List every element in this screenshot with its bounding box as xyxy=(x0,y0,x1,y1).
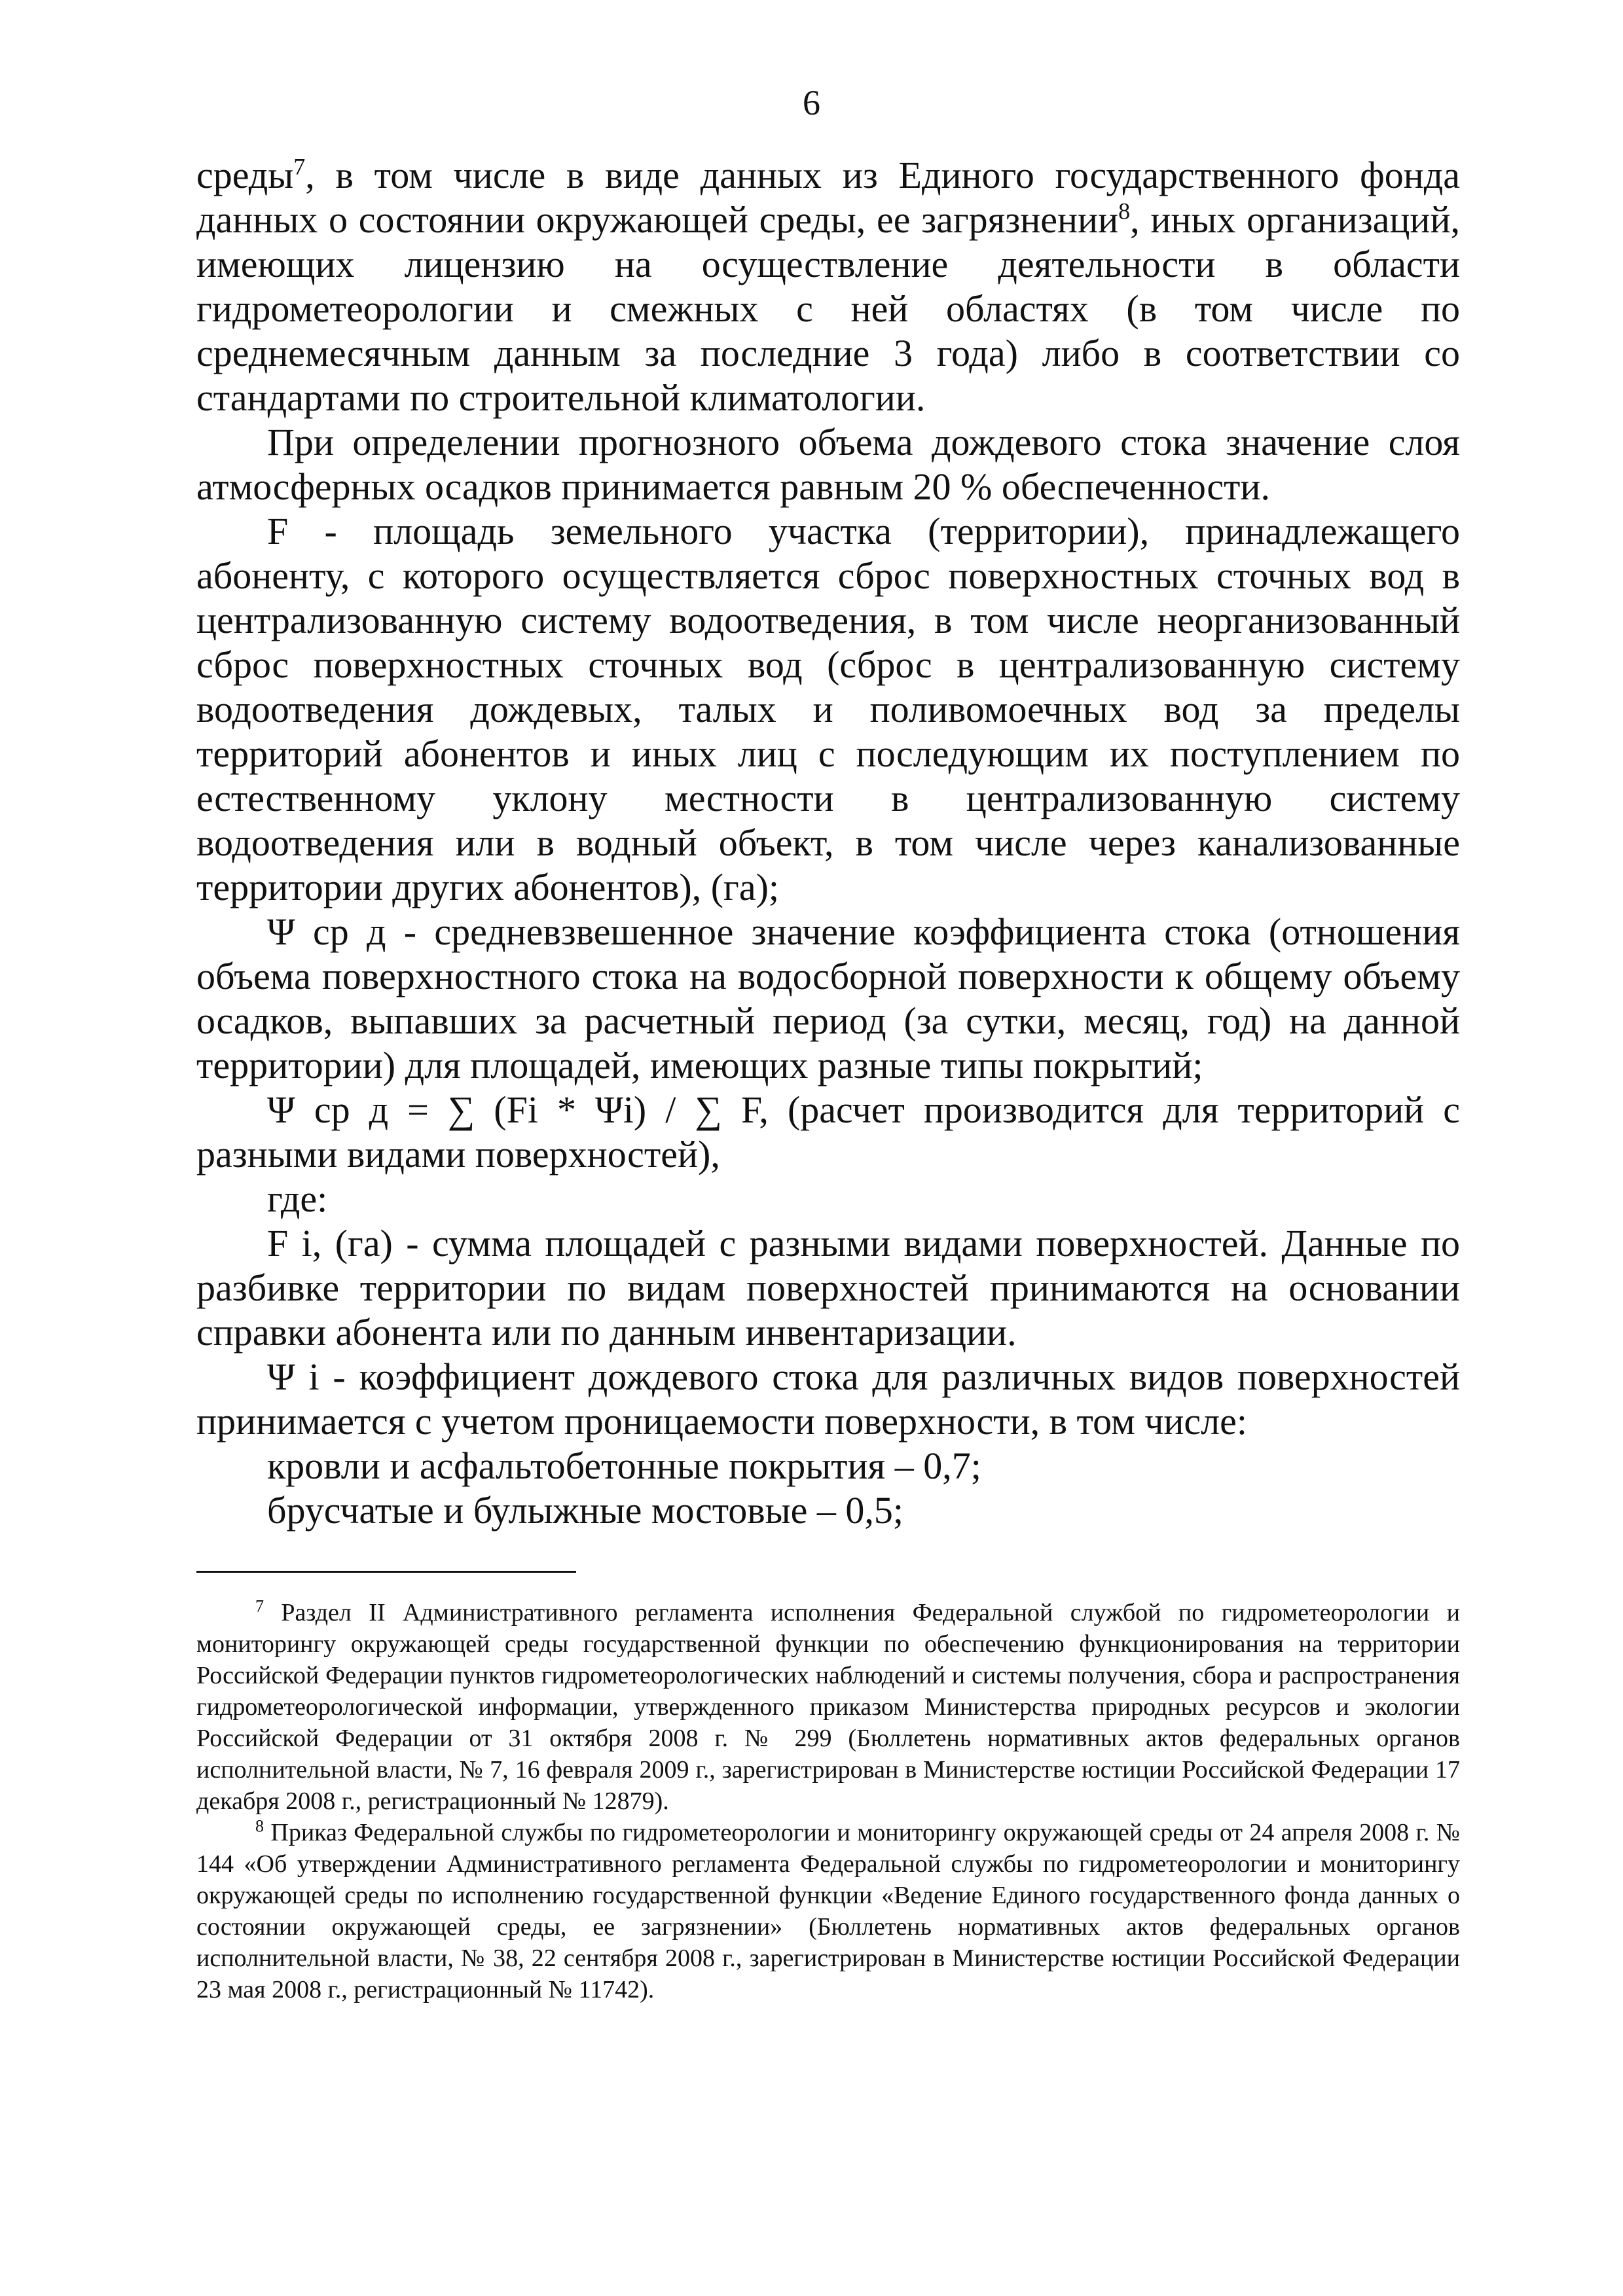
page-number: 6 xyxy=(803,83,820,122)
paragraph-f-definition: F - площадь земельного участка (территории), принадлежащего абоненту, с которого осуществляется сброс поверхностных сточных вод в централизованную систему водоотведения, в том числе неорганизованный сброс поверхностных сточных вод (сброс в централизованную систему водоотведения дождевых, талых и поливомоечных вод за пределы территорий абонентов и иных лиц с последующим их поступлением по естественному уклону местности в централизованную систему водоотведения или в водный объект, в том числе через канализованные территории других абонентов), (га); xyxy=(196,510,1460,908)
paragraph-fi-definition: F i, (га) - сумма площадей с разными видами поверхностей. Данные по разбивке территории по видам поверхностей принимаются на основании справки абонента или по данным инвентаризации. xyxy=(196,1222,1460,1354)
list-item-paving: брусчатые и булыжные мостовые – 0,5; xyxy=(267,1489,904,1532)
footnote-8 xyxy=(196,1817,1460,2005)
footnote-ref-7[interactable]: 7 xyxy=(293,153,306,180)
footnote-mark: 7 xyxy=(255,1596,264,1616)
paragraph-where: где: xyxy=(267,1177,328,1220)
list-item-roofs: кровли и асфальтобетонные покрытия – 0,7; xyxy=(267,1444,981,1487)
footnote-text: Раздел II Административного регламента исполнения Федеральной службой по гидрометеорологии и мониторингу окружающей среды государственной функции по обеспечению функционирования на территории Российской Федерации пунктов гидрометеорологических наблюдений и системы получения, сбора и распространения гидрометеорологической информации, утвержденного приказом Министерства природных ресурсов и экологии Российской Федерации от 31 октября 2008 г. № 299 (Бюллетень нормативных актов федеральных органов исполнительной власти, № 7, 16 февраля 2009 г., зарегистрирован в Министерстве юстиции Российской Федерации 17 декабря 2008 г., регистрационный № 12879). xyxy=(196,1599,1460,1815)
paragraph-tail: , иных организаций, имеющих лицензию на осуществление деятельности в области гидрометеорологии и смежных с ней областях (в том числе по среднемесячным данным за последние 3 года) либо в соответствии со стандартами по строительной климатологии. xyxy=(196,198,1460,419)
paragraph-precipitation: При определении прогнозного объема дождевого стока значение слоя атмосферных осадков принимается равным 20 % обеспеченности. xyxy=(196,421,1460,508)
footnote-mark: 8 xyxy=(255,1816,264,1836)
paragraph-text: , в том числе в виде данных из Единого государственного фонда данных о состоянии окружающей среды, ее загрязнении xyxy=(196,154,1460,241)
paragraph-lead: среды xyxy=(196,154,294,196)
footnote-divider xyxy=(196,1571,576,1573)
footnotes xyxy=(196,1597,1460,2005)
footnote-7 xyxy=(196,1597,1460,1817)
paragraph-formula: Ψ ср д = ∑ (Fi * Ψi) / ∑ F, (расчет производится для территорий с разными видами поверхностей), xyxy=(196,1088,1460,1175)
footnote-text: Приказ Федеральной службы по гидрометеорологии и мониторингу окружающей среды от 24 апреля 2008 г. № 144 «Об утверждении Административного регламента Федеральной службы по гидрометеорологии и мониторингу окружающей среды по исполнению государственной функции «Ведение Единого государственного фонда данных о состоянии окружающей среды, ее загрязнении» (Бюллетень нормативных актов федеральных органов исполнительной власти, № 38, 22 сентября 2008 г., зарегистрирован в Министерстве юстиции Российской Федерации 23 мая 2008 г., регистрационный № 11742). xyxy=(196,1819,1460,2003)
paragraph-continuation xyxy=(196,153,1460,420)
footnote-ref-8[interactable]: 8 xyxy=(1118,198,1131,224)
main-text xyxy=(196,153,1460,1533)
paragraph-psi-definition: Ψ ср д - средневзвешенное значение коэффициента стока (отношения объема поверхностного стока на водосборной поверхности к общему объему осадков, выпавших за расчетный период (за сутки, месяц, год) на данной территории) для площадей, имеющих разные типы покрытий; xyxy=(196,910,1460,1086)
paragraph-psi-i-definition: Ψ i - коэффициент дождевого стока для различных видов поверхностей принимается с учетом проницаемости поверхности, в том числе: xyxy=(196,1355,1460,1443)
